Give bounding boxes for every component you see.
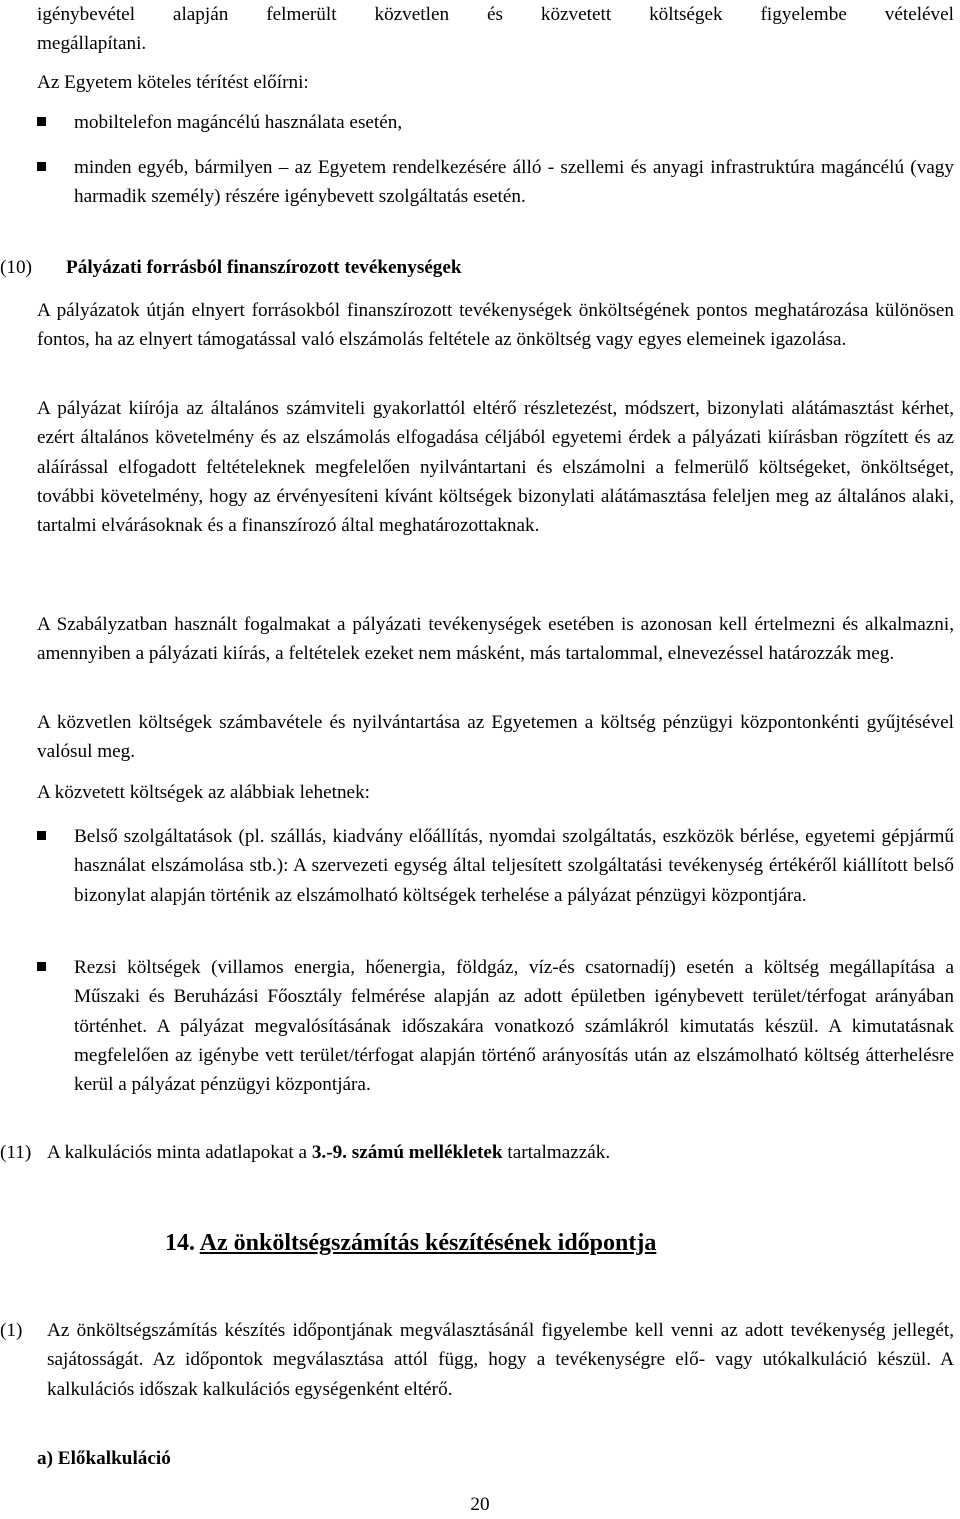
annex-reference: 3.-9. számú mellékletek xyxy=(311,1142,503,1163)
bullet-text: Belső szolgáltatások (pl. szállás, kiadvány előállítás, nyomdai szolgáltatás, eszközök bérlése, egyetemi gépjármű használat elszámolása stb.): A szervezeti egység által teljesített szolgáltatási tevékenység értékéről kiállított belső bizonylat alapján történik az elszámolható költségek terhelése a pályázat pénzügyi központjára. xyxy=(74,826,954,906)
section-number: (10) xyxy=(0,257,32,278)
section-1-paragraph xyxy=(47,1316,954,1404)
bullet-item xyxy=(74,153,954,212)
paragraph-text: A közvetlen költségek számbavétele és nyilvántartása az Egyetemen a költség pénzügyi központonkénti gyűjtésével valósul meg. xyxy=(37,712,954,763)
intro-text xyxy=(37,68,954,97)
paragraph xyxy=(37,610,954,669)
paragraph xyxy=(37,296,954,355)
section-number: (1) xyxy=(0,1320,23,1341)
bullet-square-icon xyxy=(37,117,46,126)
section-11-text-before: A kalkulációs minta adatlapokat a xyxy=(47,1142,312,1163)
subheading-text: a) Előkalkuláció xyxy=(37,1448,171,1469)
subheading xyxy=(37,1444,171,1473)
section-11-text-after: tartalmazzák. xyxy=(502,1142,611,1163)
bullet-item xyxy=(74,953,954,1099)
chapter-heading xyxy=(165,1229,656,1258)
section-10-title: Pályázati forrásból finanszírozott tevékenységek xyxy=(66,257,462,278)
paragraph xyxy=(37,708,954,767)
paragraph-text: A Szabályzatban használt fogalmakat a pályázati tevékenységek esetében is azonosan kell értelmezni és alkalmazni, amennyiben a pályázati kiírás, a feltételek ezeket nem másként, más tartalommal, elnevezéssel határozzák meg. xyxy=(37,614,954,665)
chapter-title: Az önköltségszámítás készítésének időpontja xyxy=(199,1230,657,1256)
intro-sentence: Az Egyetem köteles térítést előírni: xyxy=(37,72,309,93)
carryover-line-2: megállapítani. xyxy=(37,33,147,55)
paragraph-text: A pályázatok útján elnyert forrásokból finanszírozott tevékenységek önköltségének pontos meghatározása különösen fontos, ha az elnyert támogatással való elszámolás feltétele az önköltség vagy egyes elemeinek igazolása. xyxy=(37,300,954,351)
bullet-text: minden egyéb, bármilyen – az Egyetem rendelkezésére álló - szellemi és anyagi infrastruktúra magáncélú (vagy harmadik személy) részére igénybevett szolgáltatás esetén. xyxy=(74,157,954,208)
page-number: 20 xyxy=(470,1494,490,1515)
chapter-number: 14. xyxy=(165,1230,195,1256)
bullet-item xyxy=(74,822,954,910)
paragraph-text: Az önköltségszámítás készítés időpontjának megválasztásánál figyelembe kell venni az adott tevékenység jellegét, sajátosságát. Az időpontok megválasztása attól függ, hogy a tevékenységre elő- vagy utókalkuláció készül. A kalkulációs időszak kalkulációs egységenként eltérő. xyxy=(47,1320,954,1400)
paragraph xyxy=(37,394,954,540)
bullet-square-icon xyxy=(37,962,46,971)
bullet-text: Rezsi költségek (villamos energia, hőenergia, földgáz, víz-és csatornadíj) esetén a költség megállapítása a Műszaki és Beruházási Főosztály felmérése alapján az adott épületben igénybevett terület/térfogat arányában történhet. A pályázat megvalósításának időszakára vonatkozó számlákról kimutatás készül. A kimutatásnak megfelelően az igénybe vett terület/térfogat alapján történő arányosítás után az elszámolható költség átterhelésre kerül a pályázat pénzügyi központjára. xyxy=(74,957,954,1096)
paragraph xyxy=(37,778,954,807)
carryover-line-1: igénybevétel alapján felmerült közvetlen és közvetett költségek figyelembe vételével xyxy=(37,4,954,25)
section-number: (11) xyxy=(0,1142,32,1163)
bullet-square-icon xyxy=(37,162,46,171)
section-11-text xyxy=(47,1138,954,1167)
bullet-text: mobiltelefon magáncélú használata esetén, xyxy=(74,112,403,133)
carryover-paragraph xyxy=(37,0,954,59)
bullet-item xyxy=(74,108,954,137)
paragraph-text: A közvetett költségek az alábbiak lehetnek: xyxy=(37,782,370,803)
bullet-square-icon xyxy=(37,831,46,840)
paragraph-text: A pályázat kiírója az általános számviteli gyakorlattól eltérő részletezést, módszert, bizonylati alátámasztást kérhet, ezért általános követelmény és az elszámolás elfogadása céljából egyetemi érdek a pályázati kiírásban rögzített és az aláírással elfogadott feltételeknek megfelelően nyilvántartani és elszámolni a felmerülő költségeket, önköltséget, további követelmény, hogy az érvényesíteni kívánt költségek bizonylati alátámasztása feleljen meg az általános alaki, tartalmi elvárásoknak és a finanszírozó által meghatározottaknak. xyxy=(37,398,954,537)
section-title xyxy=(66,253,946,282)
